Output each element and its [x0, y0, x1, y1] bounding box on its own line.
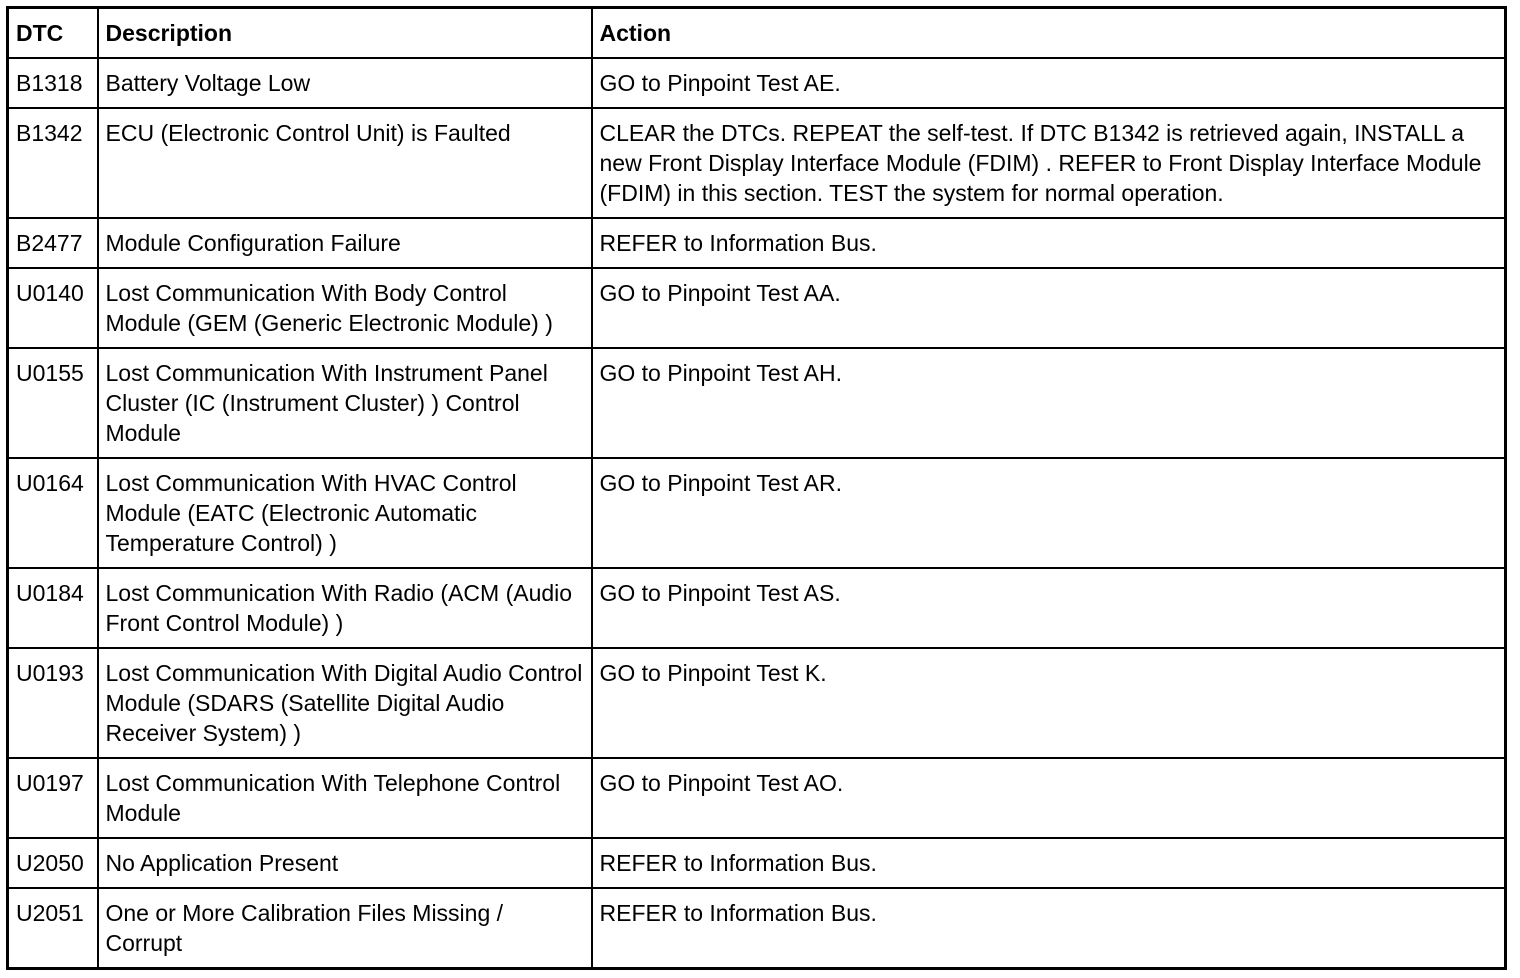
dtc-code: U2051 — [8, 888, 98, 969]
dtc-code: U0193 — [8, 648, 98, 758]
header-action: Action — [592, 8, 1506, 59]
table-row — [8, 888, 1506, 969]
table-row — [8, 58, 1506, 108]
table-row — [8, 108, 1506, 218]
dtc-code: B1318 — [8, 58, 98, 108]
dtc-action: REFER to Information Bus. — [592, 218, 1506, 268]
header-description: Description — [98, 8, 592, 59]
dtc-description: Module Configuration Failure — [98, 218, 592, 268]
dtc-description: Lost Communication With Body Control Module (GEM (Generic Electronic Module) ) — [98, 268, 592, 348]
table-row — [8, 568, 1506, 648]
dtc-action: REFER to Information Bus. — [592, 888, 1506, 969]
dtc-code: B1342 — [8, 108, 98, 218]
table-row — [8, 838, 1506, 888]
dtc-code: U0164 — [8, 458, 98, 568]
dtc-code: U0184 — [8, 568, 98, 648]
table-body — [8, 58, 1506, 969]
dtc-code: B2477 — [8, 218, 98, 268]
dtc-action: GO to Pinpoint Test AE. — [592, 58, 1506, 108]
dtc-action: GO to Pinpoint Test AO. — [592, 758, 1506, 838]
dtc-description: No Application Present — [98, 838, 592, 888]
table-row — [8, 348, 1506, 458]
dtc-action: GO to Pinpoint Test K. — [592, 648, 1506, 758]
table-row — [8, 218, 1506, 268]
dtc-code: U2050 — [8, 838, 98, 888]
dtc-table — [6, 6, 1507, 970]
dtc-action: GO to Pinpoint Test AS. — [592, 568, 1506, 648]
dtc-action: CLEAR the DTCs. REPEAT the self-test. If DTC B1342 is retrieved again, INSTALL a new Front Display Interface Module (FDIM) . REFER to Front Display Interface Module (FDIM) in this section. TEST the system for normal operation. — [592, 108, 1506, 218]
table-header — [8, 8, 1506, 59]
table-row — [8, 648, 1506, 758]
dtc-description: ECU (Electronic Control Unit) is Faulted — [98, 108, 592, 218]
dtc-action: REFER to Information Bus. — [592, 838, 1506, 888]
table-row — [8, 268, 1506, 348]
dtc-action: GO to Pinpoint Test AA. — [592, 268, 1506, 348]
header-row — [8, 8, 1506, 59]
dtc-description: Lost Communication With Digital Audio Control Module (SDARS (Satellite Digital Audio Receiver System) ) — [98, 648, 592, 758]
dtc-code: U0197 — [8, 758, 98, 838]
dtc-action: GO to Pinpoint Test AR. — [592, 458, 1506, 568]
dtc-description: Battery Voltage Low — [98, 58, 592, 108]
dtc-code: U0140 — [8, 268, 98, 348]
dtc-description: Lost Communication With Radio (ACM (Audio Front Control Module) ) — [98, 568, 592, 648]
table-row — [8, 458, 1506, 568]
table-row — [8, 758, 1506, 838]
dtc-code: U0155 — [8, 348, 98, 458]
dtc-description: Lost Communication With Telephone Control Module — [98, 758, 592, 838]
dtc-action: GO to Pinpoint Test AH. — [592, 348, 1506, 458]
dtc-description: Lost Communication With HVAC Control Module (EATC (Electronic Automatic Temperature Control) ) — [98, 458, 592, 568]
header-dtc: DTC — [8, 8, 98, 59]
dtc-description: One or More Calibration Files Missing / Corrupt — [98, 888, 592, 969]
dtc-description: Lost Communication With Instrument Panel Cluster (IC (Instrument Cluster) ) Control Module — [98, 348, 592, 458]
